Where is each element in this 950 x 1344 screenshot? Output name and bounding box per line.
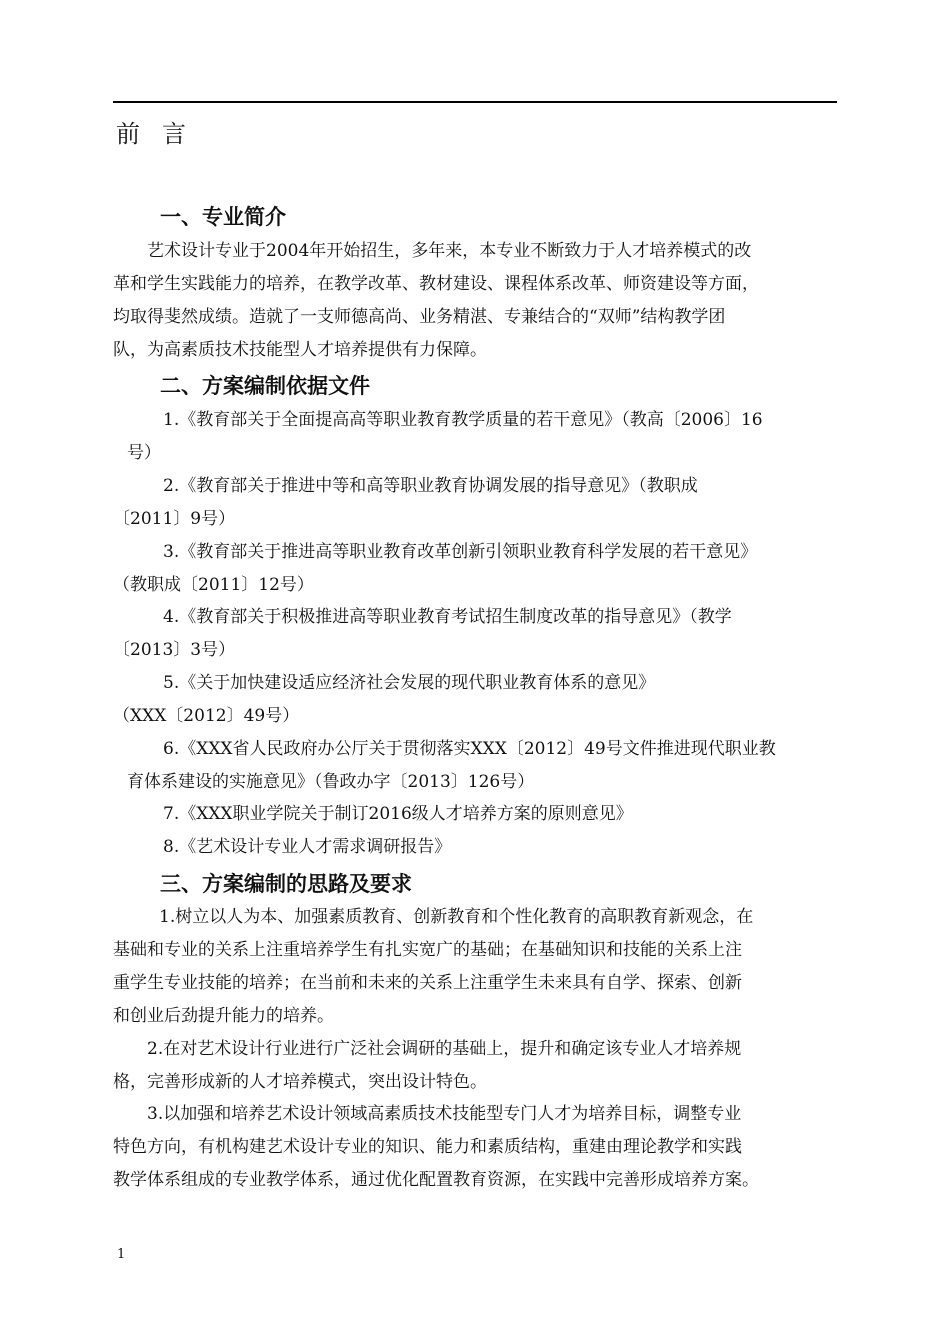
reference-item: 2.《教育部关于推进中等和高等职业教育协调发展的指导意见》（教职成 〔2011〕9号）	[113, 476, 698, 529]
reference-item: 6.《XXX省人民政府办公厅关于贯彻落实XXX〔2012〕49号文件推进现代职业教 育体系建设的实施意见》（鲁政办字〔2013〕126号）	[127, 739, 776, 792]
approach-line: 教学体系组成的专业教学体系，通过优化配置教育资源，在实践中完善形成培养方案。	[113, 1170, 759, 1190]
intro-paragraph	[113, 235, 837, 367]
approach-line: 格，完善形成新的人才培养模式，突出设计特色。	[113, 1072, 487, 1092]
intro-line: 队，为高素质技术技能型人才培养提供有力保障。	[113, 340, 487, 360]
approach-line: 特色方向，有机构建艺术设计专业的知识、能力和素质结构，重建由理论教学和实践	[113, 1137, 742, 1157]
reference-item: 5.《关于加快建设适应经济社会发展的现代职业教育体系的意见》 （XXX〔2012〕49号）	[113, 673, 656, 726]
reference-item: 4.《教育部关于积极推进高等职业教育考试招生制度改革的指导意见》（教学 〔2013〕3号）	[113, 607, 732, 660]
reference-item: 3.《教育部关于推进高等职业教育改革创新引领职业教育科学发展的若干意见》 （教职成〔2011〕12号）	[113, 542, 758, 595]
section-heading-approach: 三、方案编制的思路及要求	[160, 872, 412, 896]
reference-item: 7.《XXX职业学院关于制订2016级人才培养方案的原则意见》	[163, 804, 633, 824]
top-rule	[113, 101, 837, 103]
reference-item: 8.《艺术设计专业人才需求调研报告》	[163, 837, 452, 857]
reference-item: 1.《教育部关于全面提高高等职业教育教学质量的若干意见》（教高〔2006〕16 号）	[127, 410, 763, 463]
intro-line: 艺术设计专业于2004年开始招生，多年来，本专业不断致力于人才培养模式的改	[147, 241, 752, 261]
approach-paragraph-1	[113, 901, 837, 1033]
approach-line: 2.在对艺术设计行业进行广泛社会调研的基础上，提升和确定该专业人才培养规	[147, 1039, 742, 1059]
page-number: 1	[117, 1247, 126, 1262]
page-title: 前言	[116, 120, 208, 148]
approach-line: 基础和专业的关系上注重培养学生有扎实宽广的基础；在基础知识和技能的关系上注	[113, 940, 742, 960]
approach-line: 和创业后劲提升能力的培养。	[113, 1006, 334, 1026]
approach-line: 3.以加强和培养艺术设计领域高素质技术技能型专门人才为培养目标，调整专业	[147, 1104, 742, 1124]
approach-line: 1.树立以人为本、加强素质教育、创新教育和个性化教育的高职教育新观念，在	[159, 907, 754, 927]
approach-line: 重学生专业技能的培养；在当前和未来的关系上注重学生未来具有自学、探索、创新	[113, 973, 742, 993]
approach-paragraph-3	[113, 1098, 837, 1197]
section-heading-basis: 二、方案编制依据文件	[160, 374, 370, 398]
approach-paragraph-2	[113, 1033, 837, 1099]
intro-line: 革和学生实践能力的培养，在教学改革、教材建设、课程体系改革、师资建设等方面，	[113, 274, 759, 294]
section-heading-intro: 一、专业简介	[160, 205, 286, 229]
intro-line: 均取得斐然成绩。造就了一支师德高尚、业务精湛、专兼结合的“双师”结构教学团	[113, 307, 726, 327]
